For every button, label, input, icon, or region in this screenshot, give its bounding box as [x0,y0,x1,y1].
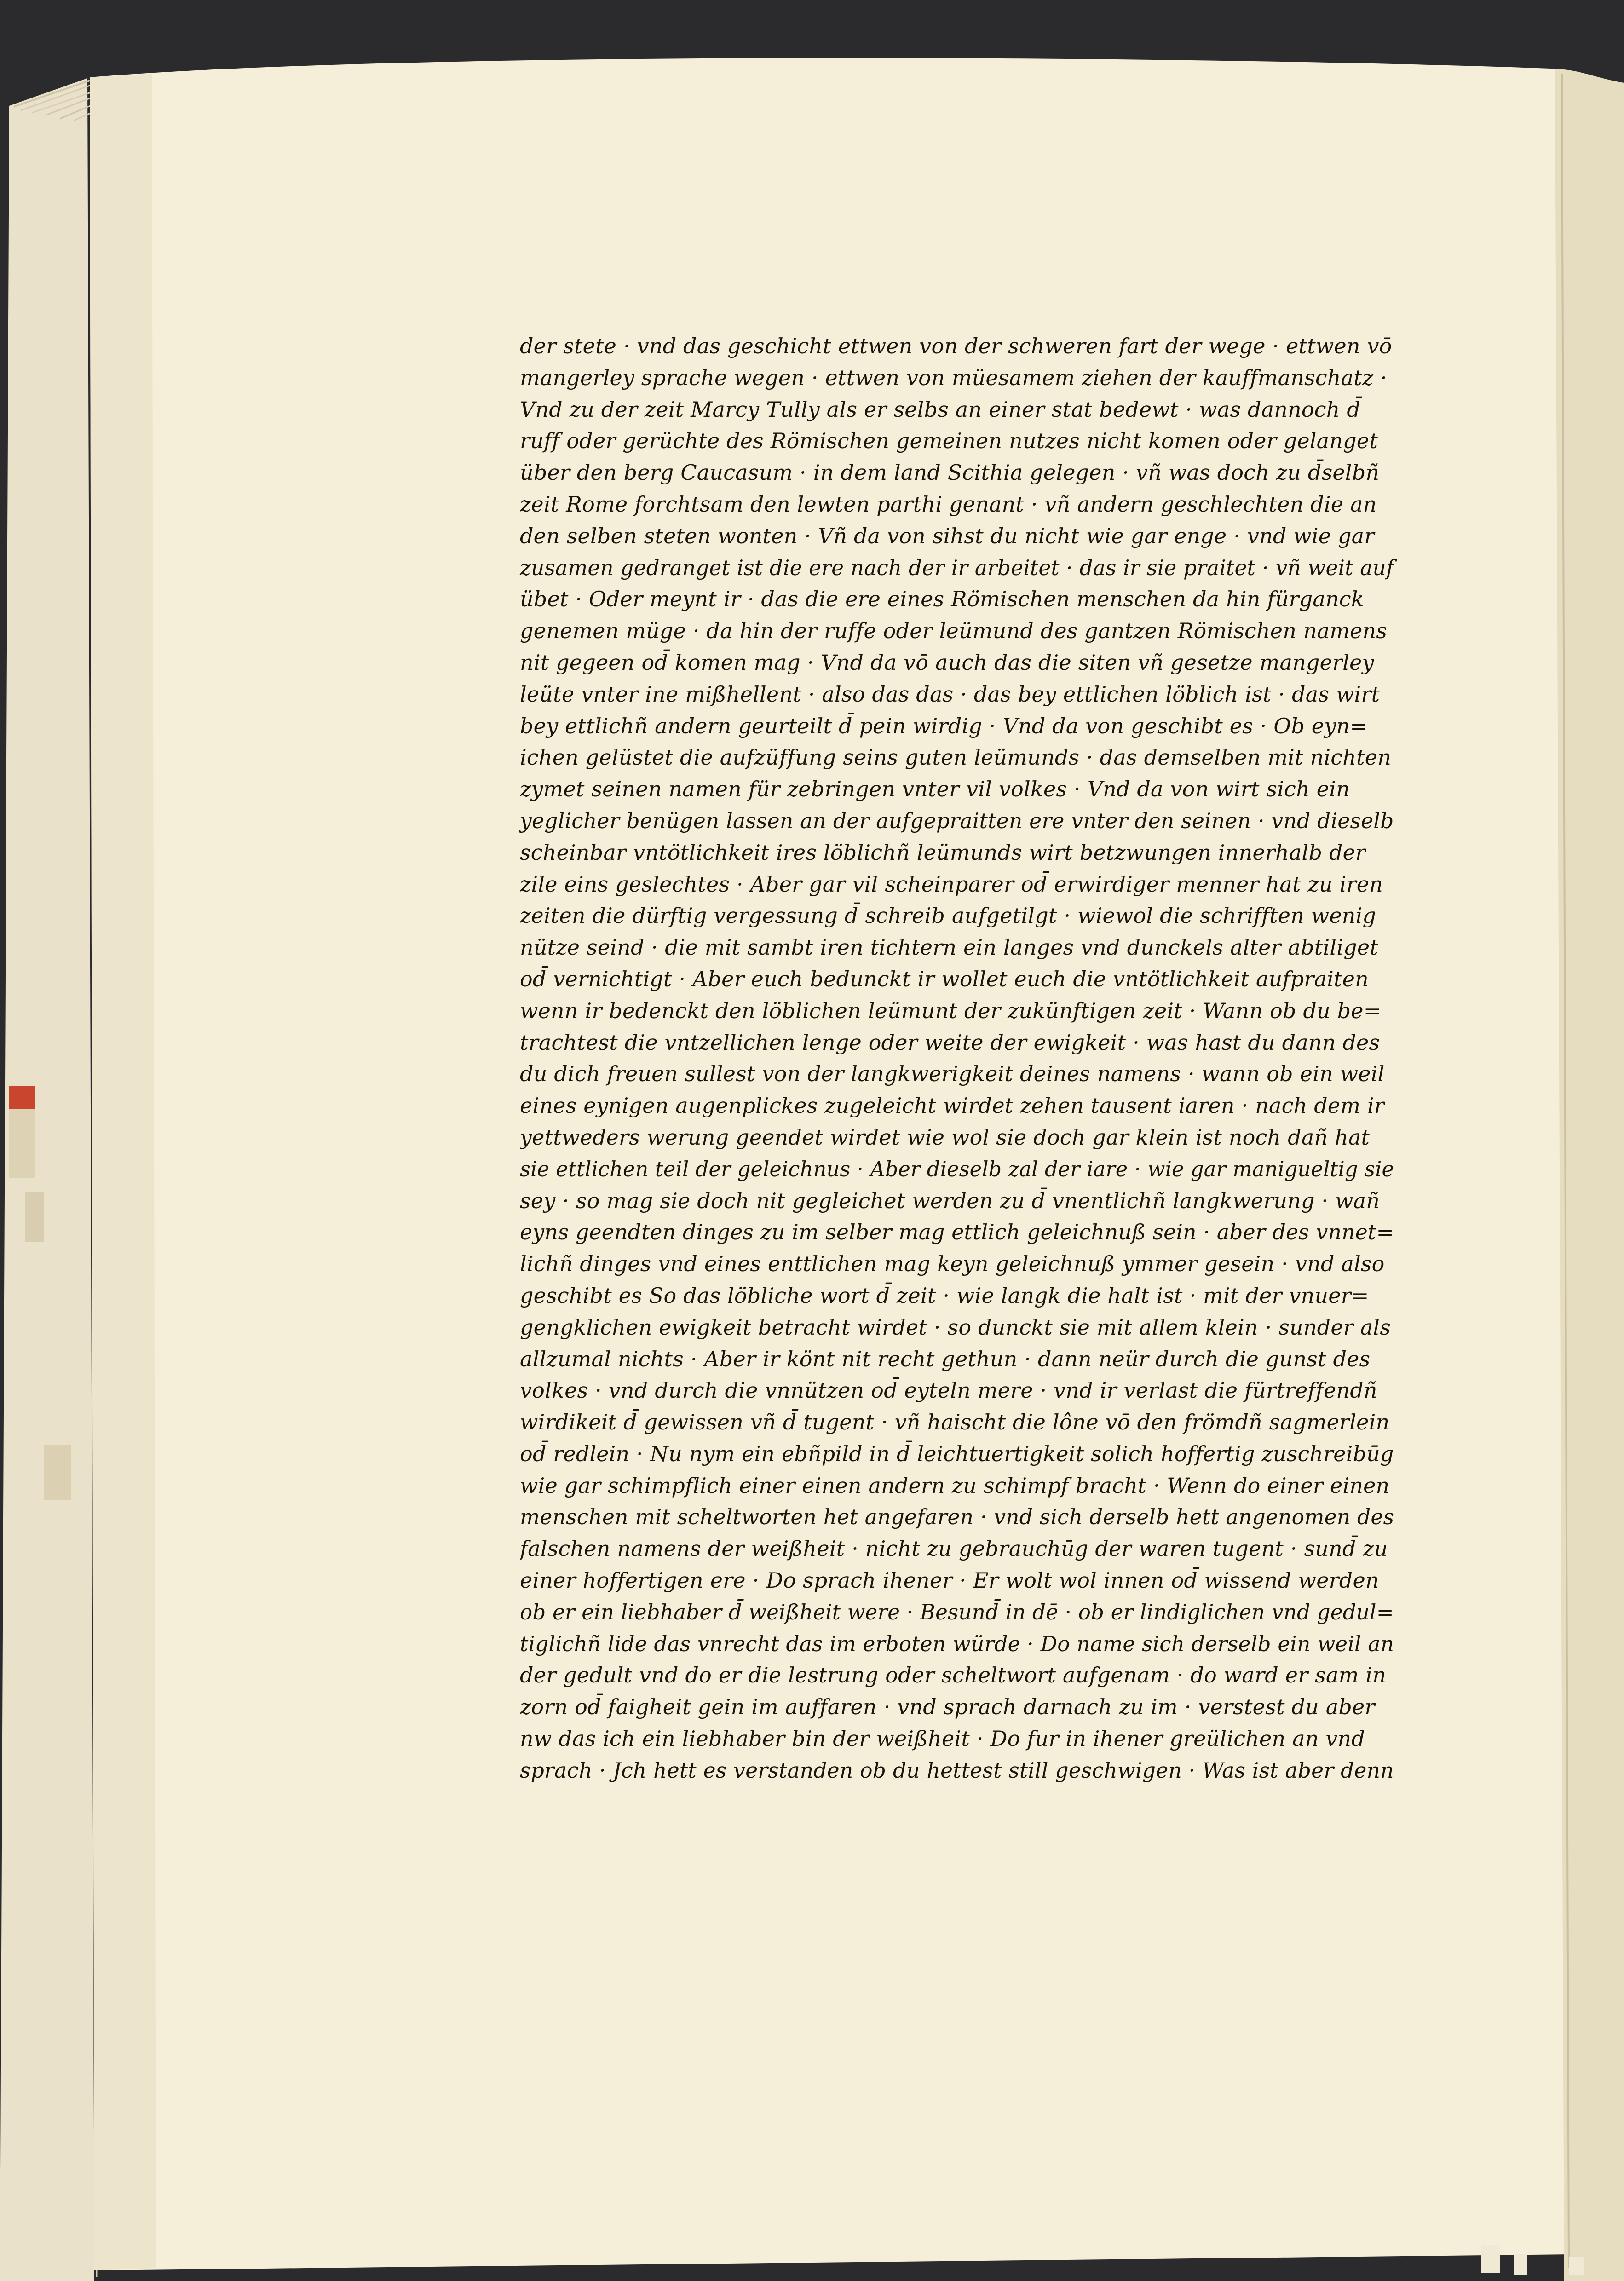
text-line: ruff oder gerüchte des Römischen gemeinen nutzes nicht komen oder gelanget [520,428,1378,454]
text-line: zymet seinen namen für zebringen vnter vil volkes · Vnd da von wirt sich ein [520,777,1350,802]
text-line: wirdikeit d̄ gewissen vñ d̄ tugent · vñ haischt die lône vō den frömdñ sagmerlein [520,1410,1390,1435]
text-line: volkes · vnd durch die vnnützen od̄ eyteln mere · vnd ir verlast die fürtreffendñ [520,1378,1377,1403]
text-line: bey ettlichñ andern geurteilt d̄ pein wirdig · Vnd da von geschibt es · Ob eyn= [520,713,1368,738]
text-line: menschen mit scheltworten het angefaren · vnd sich derselb hett angenomen des [520,1504,1394,1530]
text-line: yeglicher benügen lassen an der aufgepraitten ere vnter den seinen · vnd dieselb [520,808,1394,833]
text-line: allzumal nichts · Aber ir könt nit recht gethun · dann neür durch die gunst des [520,1346,1371,1371]
text-line: genemen müge · da hin der ruffe oder leümund des gantzen Römischen namens [520,618,1388,644]
tab-bottom-3 [1569,2257,1584,2275]
text-line: ichen gelüstet die aufzüffung seins guten leümunds · das demselben mit nichten [520,745,1392,770]
text-line: gengklichen ewigkeit betracht wirdet · so dunckt sie mit allem klein · sunder als [520,1314,1391,1340]
cream-tab-middle [25,1192,44,1242]
text-line: übet · Oder meynt ir · das die ere eines Römischen menschen da hin fürganck [520,587,1364,612]
text-line: nw das ich ein liebhaber bin der weißheit · Do fur in ihener greülichen an vnd [520,1726,1365,1751]
text-line: falschen namens der weißheit · nicht zu gebrauchūg der waren tugent · sund̄ zu [520,1536,1388,1561]
text-line: scheinbar vntötlichkeit ires löblichñ leümunds wirt betzwungen innerhalb der [520,840,1366,865]
text-line: über den berg Caucasum · in dem land Scithia gelegen · vñ was doch zu d̄selbñ [520,460,1380,485]
text-line: zorn od̄ faigheit gein im auffaren · vnd sprach darnach zu im · verstest du aber [520,1694,1375,1720]
text-line: zile eins geslechtes · Aber gar vil scheinparer od̄ erwirdiger menner hat zu iren [520,871,1383,897]
text-line: mangerley sprache wegen · ettwen von müesamem ziehen der kauffmanschatz · [520,365,1388,390]
text-line: Vnd zu der zeit Marcy Tully als er selbs an einer stat bedewt · was dannoch d̄ [520,397,1361,422]
text-line: sie ettlichen teil der geleichnus · Aber dieselb zal der iare · wie gar manigueltig sie [520,1156,1394,1181]
text-line: ob er ein liebhaber d̄ weißheit were · Besund̄ in dē · ob er lindiglichen vnd gedul= [520,1599,1394,1624]
text-line: sprach · Jch hett es verstanden ob du hettest still geschwigen · Was ist aber denn [520,1757,1394,1783]
text-line: wenn ir bedenckt den löblichen leümunt der zukünftigen zeit · Wann ob du be= [520,998,1382,1023]
text-line: den selben steten wonten · Vñ da von sihst du nicht wie gar enge · vnd wie gar [520,523,1375,548]
cream-tab-upper [9,1109,35,1178]
text-line: geschibt es So das löbliche wort d̄ zeit · wie langk die halt ist · mit der vnuer= [520,1283,1369,1308]
cream-tab-lower [44,1445,71,1500]
text-line: trachtest die vntzellichen lenge oder weite der ewigkeit · was hast du dann des [520,1030,1380,1055]
text-line: zeit Rome forchtsam den lewten parthi genant · vñ andern geschlechten die an [520,491,1377,517]
text-line: tiglichñ lide das vnrecht das im erboten würde · Do name sich derselb ein weil an [520,1631,1394,1656]
text-line: nit gegeen od̄ komen mag · Vnd da vō auch das die siten vñ gesetze mangerley [520,650,1374,675]
text-line: od̄ redlein · Nu nym ein ebñpild in d̄ leichtuertigkeit solich hoffertig zuschreibūg [520,1441,1394,1466]
text-line: leüte vnter ine mißhellent · also das das · das bey ettlichen löblich ist · das wirt [520,681,1380,707]
text-line: eines eynigen augenplickes zugeleicht wirdet zehen tausent iaren · nach dem ir [520,1093,1385,1118]
red-tab [9,1086,35,1109]
text-line: nütze seind · die mit sambt iren tichtern ein langes vnd dunckels alter abtiliget [520,935,1378,960]
text-line: zeiten die dürftig vergessung d̄ schreib aufgetilgt · wiewol die schrifften wenig [520,903,1376,928]
tab-bottom-1 [1481,2245,1500,2273]
page-stack-left [0,78,94,2281]
text-line: der gedult vnd do er die lestrung oder scheltwort aufgenam · do ward er sam in [520,1663,1386,1688]
text-line: du dich freuen sullest von der langkwerigkeit deines namens · wann ob ein weil [520,1061,1385,1087]
text-line: eyns geendten dinges zu im selber mag ettlich geleichnuß sein · aber des vnnet= [520,1220,1394,1245]
text-line: lichñ dinges vnd eines enttlichen mag keyn geleichnuß ymmer gesein · vnd also [520,1251,1385,1277]
tab-bottom-2 [1514,2254,1527,2275]
text-line: sey · so mag sie doch nit gegleichet werden zu d̄ vnentlichñ langkwerung · wañ [520,1188,1380,1213]
text-line: yettweders werung geendet wirdet wie wol sie doch gar klein ist noch dañ hat [520,1124,1370,1150]
text-line: der stete · vnd das geschicht ettwen von der schweren fart der wege · ettwen vō [520,334,1392,358]
text-line: zusamen gedranget ist die ere nach der ir arbeitet · das ir sie praitet · vñ weit auf [520,555,1394,580]
manuscript-text-block [520,330,1394,1786]
text-line: einer hoffertigen ere · Do sprach ihener · Er wolt wol innen od̄ wissend werden [520,1568,1379,1593]
text-line: wie gar schimpflich einer einen andern zu schimpf bracht · Wenn do einer einen [520,1473,1390,1498]
text-line: od̄ vernichtigt · Aber euch bedunckt ir wollet euch die vntötlichkeit aufpraiten [520,966,1369,991]
